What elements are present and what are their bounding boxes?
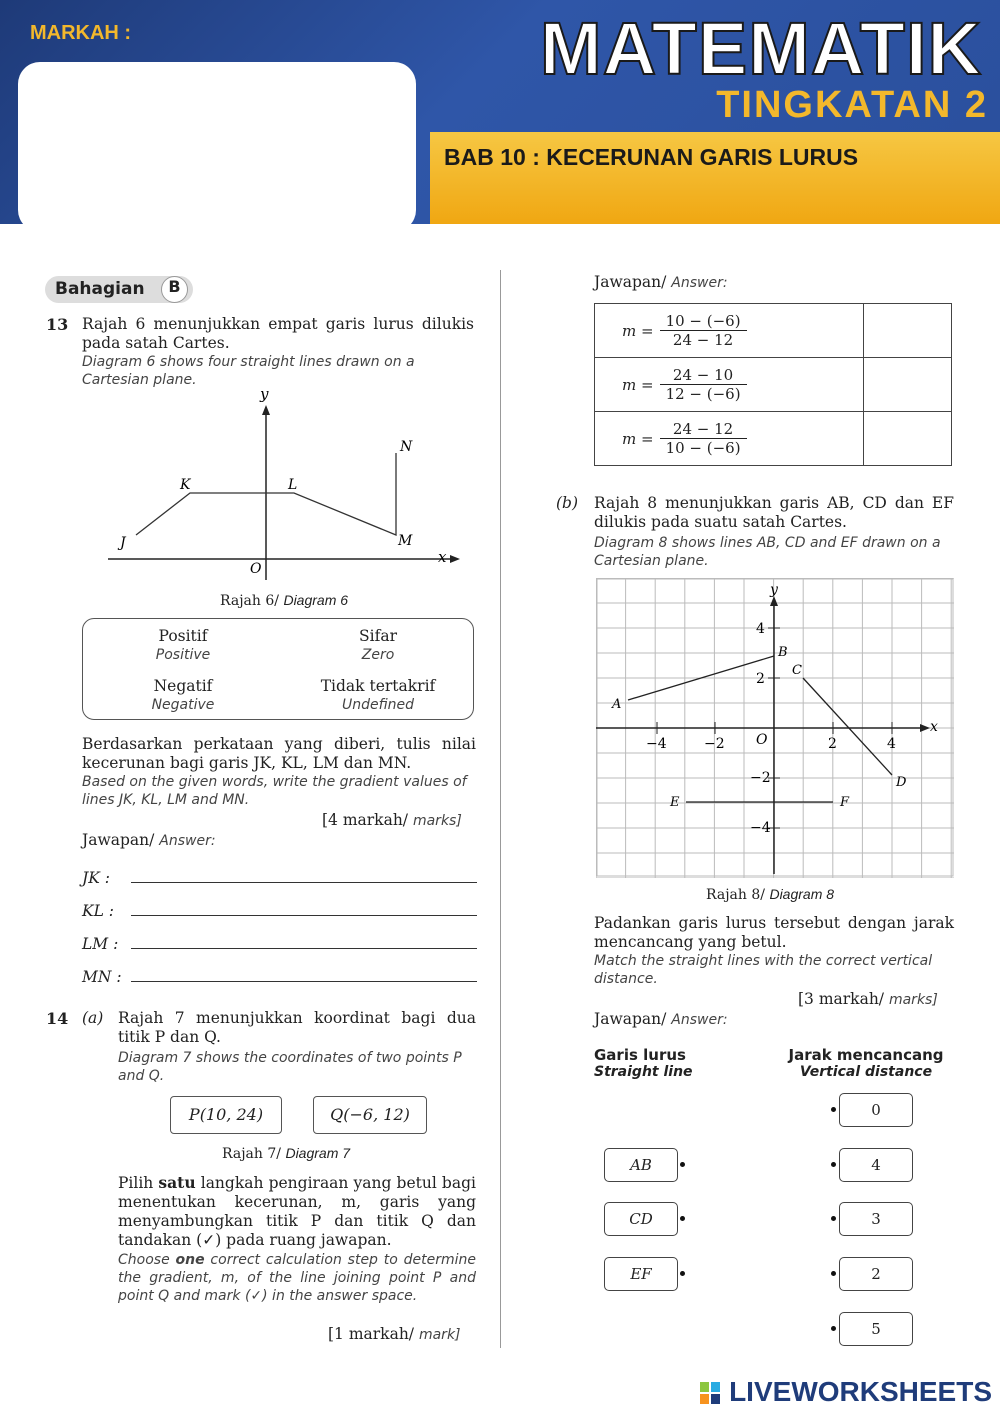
q14b-instruction-ms: Padankan garis lurus tersebut dengan jarak mencancang yang betul.: [594, 914, 954, 951]
header-ms: Garis lurus: [594, 1046, 686, 1064]
y-label: y: [260, 385, 269, 403]
match-distance-5[interactable]: 5: [839, 1312, 913, 1346]
line-jk-label: JK :: [82, 869, 110, 887]
q14a-marks: [328, 1325, 461, 1344]
chapter-title: BAB 10 : KECERUNAN GARIS LURUS: [444, 144, 859, 170]
y-label: y: [770, 582, 778, 598]
match-dot-3[interactable]: [831, 1216, 836, 1221]
diagram-6: [100, 385, 470, 585]
line-mn-label: MN :: [82, 968, 122, 986]
y-tick-label: −4: [750, 820, 771, 836]
x-label: x: [930, 719, 938, 735]
instr-part: Pilih: [118, 1174, 159, 1192]
word-en: Undefined: [341, 697, 415, 713]
x-arrow-icon: [450, 555, 460, 563]
header-banner: [0, 0, 1000, 224]
q14-part-a: (a): [82, 1009, 104, 1027]
q14b-text-en: Diagram 8 shows lines AB, CD and EF drawn on a Cartesian plane.: [594, 535, 941, 569]
q14a-instruction-ms: [118, 1173, 476, 1250]
match-dot-5[interactable]: [831, 1326, 836, 1331]
option-expression: [595, 412, 864, 466]
origin-label: O: [756, 732, 768, 748]
x-arrow-icon: [920, 724, 930, 732]
header-en: Vertical distance: [799, 1064, 933, 1080]
section-letter: B: [161, 276, 188, 303]
match-dot-2[interactable]: [831, 1271, 836, 1276]
x-label: x: [438, 548, 447, 566]
answer-lm-input[interactable]: [131, 948, 477, 949]
option-row: [595, 358, 952, 412]
answer-ms: Jawapan/: [594, 273, 667, 291]
denominator: 10 − (−6): [665, 439, 741, 457]
word-ms: Tidak tertakrif: [320, 677, 436, 695]
option-row: [595, 304, 952, 358]
point-l: L: [288, 477, 298, 493]
y-tick-label: 2: [756, 671, 765, 687]
option-2-checkbox[interactable]: [864, 358, 952, 412]
y-tick-label: −2: [750, 770, 771, 786]
denominator: 24 − 12: [672, 331, 734, 349]
marks-en: mark]: [418, 1327, 461, 1343]
match-distance-3[interactable]: 3: [839, 1202, 913, 1236]
marks-ms: [4 markah/: [322, 811, 409, 829]
option-1-checkbox[interactable]: [864, 304, 952, 358]
answer-kl-input[interactable]: [131, 915, 477, 916]
line-cd: [803, 678, 892, 775]
numerator: 24 − 12: [660, 420, 747, 439]
option-3-checkbox[interactable]: [864, 412, 952, 466]
option-expression: [595, 358, 864, 412]
markah-label: MARKAH :: [30, 22, 132, 44]
word-en: Negative: [151, 697, 215, 713]
m-label: m =: [622, 321, 654, 340]
numerator: 24 − 10: [660, 366, 747, 385]
diagram-8-caption: [706, 886, 834, 903]
answer-ms: Jawapan/: [594, 1010, 667, 1028]
point-a: A: [612, 697, 622, 712]
point-e: E: [670, 795, 680, 810]
q13-instruction-en: Based on the given words, write the gradient values of lines JK, KL, LM and MN.: [82, 774, 467, 808]
point-j: J: [120, 535, 126, 551]
numerator: 10 − (−6): [660, 312, 747, 331]
diagram-8: [596, 578, 954, 878]
match-distance-0[interactable]: 0: [839, 1093, 913, 1127]
q13-text-en: Diagram 6 shows four straight lines drawn on a Cartesian plane.: [82, 354, 415, 388]
chapter-bar: [430, 132, 1000, 224]
match-dot-ab[interactable]: [680, 1162, 685, 1167]
answer-en: Answer:: [671, 1012, 728, 1028]
point-k: K: [180, 477, 191, 493]
word-ms: Negatif: [153, 677, 213, 695]
page-subtitle: TINGKATAN 2: [716, 84, 988, 126]
marks-ms: [1 markah/: [328, 1325, 415, 1343]
column-divider: [500, 270, 501, 1348]
instr-part: langkah pengiraan yang betul bagi menentukan kecerunan, m, garis yang menyambungkan titik P dan titik Q dan tandakan (✓) pada ruang jawapan.: [118, 1174, 476, 1249]
answer-ms: Jawapan/: [82, 831, 155, 849]
m-label: m =: [622, 375, 654, 394]
markah-score-box[interactable]: [18, 62, 416, 232]
instr-bold: satu: [158, 1173, 196, 1192]
q13-text-ms: Rajah 6 menunjukkan empat garis lurus dilukis pada satah Cartes.: [82, 315, 474, 352]
col-straight-line-header: [594, 1046, 693, 1080]
match-distance-4[interactable]: 4: [839, 1148, 913, 1182]
liveworksheets-logo-icon: [700, 1382, 720, 1404]
header-en: Straight line: [594, 1064, 693, 1080]
point-p-box: P(10, 24): [170, 1096, 282, 1134]
word-en: Positive: [155, 647, 211, 663]
m-label: m =: [622, 429, 654, 448]
point-q-box: Q(−6, 12): [313, 1096, 427, 1134]
caption-en: Diagram 7: [285, 1145, 351, 1161]
liveworksheets-logo[interactable]: LIVEWORKSHEETS: [729, 1376, 992, 1407]
word-en: Zero: [361, 647, 395, 663]
x-tick-label: 4: [887, 736, 896, 752]
point-n: N: [400, 439, 413, 455]
q13-answer-label: [82, 831, 216, 850]
q13-marks: [322, 811, 462, 830]
word-ms: Positif: [158, 627, 208, 645]
q13-instruction-ms: Berdasarkan perkataan yang diberi, tulis nilai kecerunan bagi garis JK, KL, LM dan MN.: [82, 735, 476, 772]
q13-number: 13: [46, 315, 69, 334]
point-m: M: [398, 533, 413, 549]
point-c: C: [792, 663, 802, 678]
q14a-answer-label: [594, 273, 728, 292]
header-ms: Jarak mencancang: [788, 1046, 944, 1064]
match-line-ab[interactable]: AB: [604, 1148, 678, 1182]
caption-ms: Rajah 7/: [222, 1146, 281, 1162]
denominator: 12 − (−6): [665, 385, 741, 403]
instr-part: Choose: [118, 1252, 176, 1268]
line-kl-label: KL :: [82, 902, 115, 920]
match-distance-2[interactable]: 2: [839, 1257, 913, 1291]
section-badge: [45, 276, 193, 303]
word-zero: [303, 627, 453, 664]
option-row: [595, 412, 952, 466]
point-b: B: [778, 645, 788, 660]
gradient-words-box: [82, 618, 474, 720]
y-arrow-icon: [262, 405, 270, 415]
answer-mn-input[interactable]: [131, 981, 477, 982]
marks-en: marks]: [412, 813, 462, 829]
match-dot-cd[interactable]: [680, 1216, 685, 1221]
q14-part-b: (b): [556, 494, 579, 512]
answer-jk-input[interactable]: [131, 882, 477, 883]
marks-en: marks]: [888, 992, 938, 1008]
q14-number: 14: [46, 1009, 69, 1028]
col-vertical-distance-header: [778, 1046, 954, 1080]
match-line-ef[interactable]: EF: [604, 1257, 678, 1291]
point-f: F: [840, 795, 850, 810]
instr-part: correct calculation step to determine the gradient, m, of the line joining point P and point Q and mark (✓) in the answer space.: [118, 1252, 477, 1304]
word-ms: Sifar: [359, 627, 397, 645]
marks-ms: [3 markah/: [798, 990, 885, 1008]
q14a-text-en: Diagram 7 shows the coordinates of two points P and Q.: [118, 1050, 462, 1084]
caption-ms: Rajah 6/: [220, 593, 279, 609]
diagram-7-caption: [222, 1145, 350, 1162]
instr-bold: one: [175, 1252, 205, 1268]
word-negative: [123, 677, 243, 714]
option-expression: [595, 304, 864, 358]
q14a-text-ms: Rajah 7 menunjukkan koordinat bagi dua titik P dan Q.: [118, 1009, 476, 1046]
q14b-text-ms: Rajah 8 menunjukkan garis AB, CD dan EF dilukis pada suatu satah Cartes.: [594, 494, 954, 531]
diagram-6-caption: [220, 592, 348, 609]
match-dot-4[interactable]: [831, 1162, 836, 1167]
section-label: Bahagian: [55, 279, 145, 299]
x-tick-label: 2: [828, 736, 837, 752]
answer-en: Answer:: [159, 833, 216, 849]
x-tick-label: −4: [646, 736, 667, 752]
word-undefined: [293, 677, 463, 714]
origin-label: O: [250, 561, 262, 577]
page-title: MATEMATIK: [540, 7, 982, 90]
match-dot-ef[interactable]: [680, 1271, 685, 1276]
q14a-instruction-en: [118, 1251, 476, 1305]
point-d: D: [896, 775, 907, 790]
word-positive: [123, 627, 243, 664]
q14b-marks: [798, 990, 938, 1009]
match-dot-0[interactable]: [831, 1107, 836, 1112]
caption-en: Diagram 6: [283, 592, 349, 608]
q14b-answer-label: [594, 1010, 728, 1029]
y-tick-label: 4: [756, 621, 765, 637]
line-lm-label: LM :: [82, 935, 119, 953]
caption-ms: Rajah 8/: [706, 887, 765, 903]
caption-en: Diagram 8: [769, 886, 835, 902]
match-line-cd[interactable]: CD: [604, 1202, 678, 1236]
q14b-instruction-en: Match the straight lines with the correct vertical distance.: [594, 953, 933, 987]
answer-en: Answer:: [671, 275, 728, 291]
gradient-options-table: [594, 303, 952, 466]
x-tick-label: −2: [704, 736, 725, 752]
